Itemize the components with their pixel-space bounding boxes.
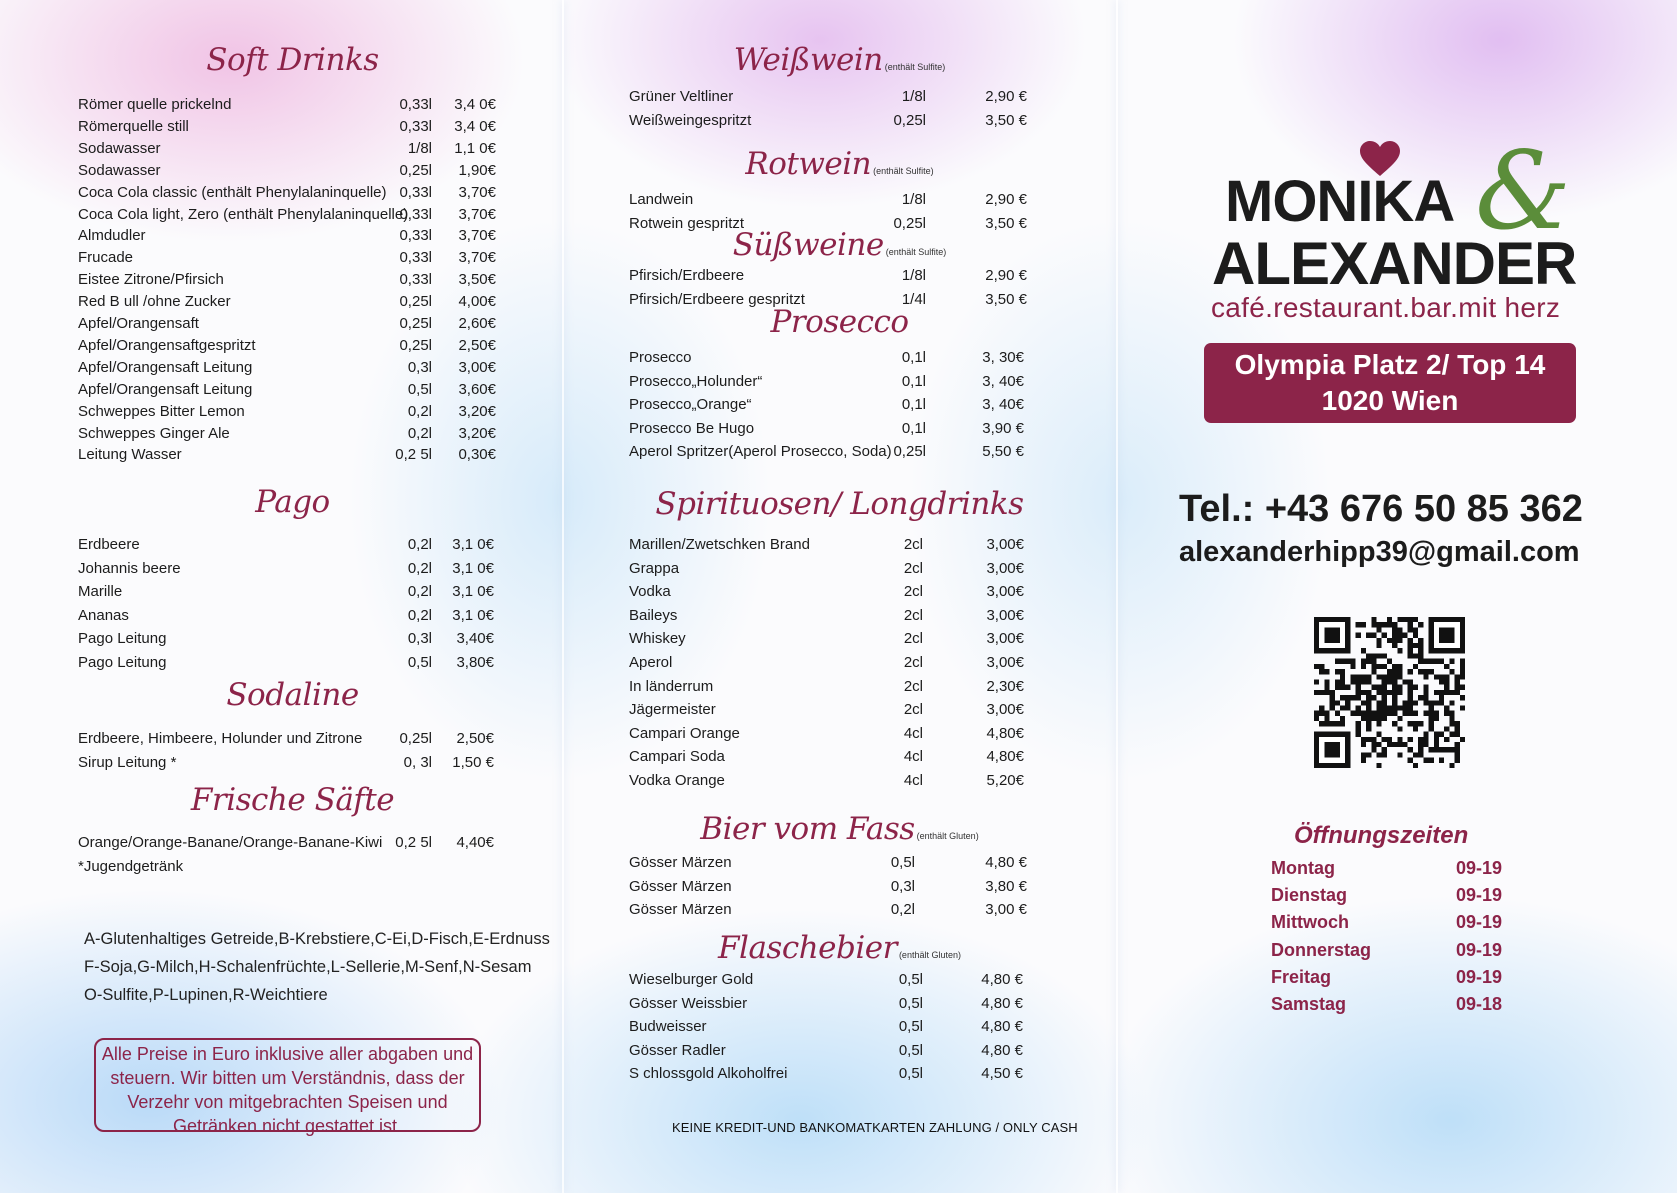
menu-item-quantity: 0,2 5l	[395, 834, 432, 851]
menu-item-row	[78, 605, 494, 627]
menu-item-price: 4,80 €	[981, 1041, 1023, 1059]
menu-item-price: 3,50 €	[985, 290, 1027, 308]
rotwein-note: (enthält Sulfite)	[873, 166, 934, 176]
menu-item-row	[629, 605, 1024, 627]
menu-item-row	[629, 441, 1024, 463]
menu-item-row	[78, 628, 494, 650]
menu-item-quantity: 4cl	[903, 748, 923, 766]
flaschebier-note: (enthält Gluten)	[898, 950, 961, 960]
menu-item-price: 3,90 €	[982, 419, 1024, 437]
menu-item-name: Campari Orange	[629, 724, 740, 742]
menu-item-quantity: 0,5l	[898, 1018, 923, 1036]
section-title-soft-drinks: Soft Drinks	[206, 42, 379, 78]
menu-item-row	[78, 444, 496, 466]
menu-item-price: 3,00€	[986, 654, 1024, 671]
menu-item-price: 3,00€	[986, 559, 1024, 577]
menu-item-name: Erdbeere	[78, 536, 140, 553]
menu-item-row	[629, 899, 1027, 921]
menu-item-row	[629, 86, 1027, 108]
menu-item-price: 3,70€	[458, 183, 496, 201]
menu-item-quantity: 0,3l	[407, 630, 432, 648]
menu-item-row	[629, 110, 1027, 132]
menu-item-price: 3,1 0€	[452, 606, 494, 624]
menu-item-price: 5,20€	[986, 772, 1024, 789]
weisswein-note: (enthält Sulfite)	[884, 62, 946, 72]
menu-item-row	[629, 347, 1024, 369]
menu-item-price: 2,90 €	[985, 267, 1027, 284]
menu-item-name: Sodawasser	[78, 139, 161, 157]
menu-item-row	[78, 832, 494, 854]
allergen-line-3: O-Sulfite,P-Lupinen,R-Weichtiere	[84, 986, 328, 1004]
menu-item-name: Rotwein gespritzt	[629, 214, 745, 232]
menu-item-row	[78, 581, 494, 603]
menu-item-row	[629, 394, 1024, 416]
menu-item-row	[629, 371, 1024, 393]
menu-item-price: 3,20€	[458, 402, 496, 420]
section-title-bier-vom-fass	[562, 811, 1117, 847]
menu-item-row	[78, 116, 496, 138]
menu-item-quantity: 2cl	[903, 630, 923, 648]
menu-item-quantity: 0,33l	[399, 117, 432, 135]
menu-item-name: Aperol	[629, 654, 673, 671]
menu-item-price: 3,00€	[986, 701, 1024, 719]
menu-item-name: Prosecco„Holunder“	[629, 372, 763, 390]
section-title-frische-saefte: Frische Säfte	[190, 782, 395, 818]
menu-item-name: Grappa	[629, 559, 680, 577]
menu-item-price: 3,1 0€	[452, 536, 494, 553]
menu-item-quantity: 0,5l	[898, 971, 923, 988]
menu-item-name: Pago Leitung	[78, 654, 167, 671]
menu-item-price: 3,00€	[986, 536, 1024, 553]
menu-item-row	[78, 247, 496, 269]
menu-item-price: 4,80€	[986, 724, 1024, 742]
menu-item-name: Prosecco Be Hugo	[629, 419, 755, 437]
menu-item-name: Aperol Spritzer(Aperol Prosecco, Soda)	[629, 443, 892, 461]
menu-item-row	[629, 723, 1024, 745]
menu-item-row	[629, 581, 1024, 603]
flaschebier-title: Flaschebier	[718, 930, 897, 966]
hours-time: 09-19	[1456, 858, 1503, 878]
menu-item-quantity: 2cl	[903, 654, 923, 671]
bier-vom-fass-note: (enthält Gluten)	[916, 831, 979, 841]
menu-item-price: 5,50 €	[982, 443, 1024, 461]
menu-item-quantity: 0,5l	[890, 854, 915, 871]
jugendgetraenk-footnote: *Jugendgetränk	[78, 858, 184, 875]
menu-item-row	[78, 534, 494, 556]
weekday: Donnerstag	[1271, 939, 1372, 960]
menu-item-quantity: 0,25l	[399, 730, 432, 747]
brand-name-alexander: ALEXANDER	[1212, 230, 1577, 297]
menu-item-row	[629, 534, 1024, 556]
hours-time: 09-19	[1456, 885, 1503, 906]
menu-item-quantity: 0,3l	[407, 358, 432, 376]
section-title-flaschebier	[562, 930, 1117, 966]
menu-item-name: Red B ull /ohne Zucker	[78, 293, 231, 311]
menu-item-quantity: 0,2l	[407, 424, 432, 442]
suessweine-title: Süßweine	[732, 227, 884, 263]
menu-item-name: Ananas	[78, 606, 129, 624]
menu-item-row	[78, 204, 496, 226]
hours-time: 09-19	[1456, 912, 1503, 933]
menu-item-row	[78, 752, 494, 774]
menu-item-row	[629, 1016, 1023, 1038]
allergen-line-2: F-Soja,G-Milch,H-Schalenfrüchte,L-Sellerie,M-Senf,N-Sesam	[84, 958, 532, 976]
menu-item-row	[629, 876, 1027, 898]
menu-item-quantity: 1/4l	[901, 290, 926, 308]
telephone-number[interactable]: Tel.: +43 676 50 85 362	[1179, 488, 1583, 530]
menu-item-quantity: 0,5l	[407, 654, 432, 671]
menu-item-price: 2,90 €	[985, 88, 1027, 105]
menu-item-name: Weißweingespritzt	[629, 111, 752, 129]
menu-item-price: 3,4 0€	[454, 96, 496, 113]
menu-item-name: Erdbeere, Himbeere, Holunder und Zitrone	[78, 730, 363, 747]
menu-item-quantity: 0,25l	[893, 214, 926, 232]
menu-item-row	[629, 265, 1027, 287]
menu-item-row	[629, 699, 1024, 721]
menu-item-quantity: 2cl	[903, 606, 923, 624]
menu-item-row	[78, 160, 496, 182]
menu-item-name: Eistee Zitrone/Pfirsich	[78, 271, 224, 289]
menu-item-quantity: 0,33l	[399, 205, 432, 223]
menu-item-price: 3,00€	[986, 583, 1024, 601]
menu-item-row	[629, 993, 1023, 1015]
menu-item-row	[78, 225, 496, 247]
address-city: 1020 Wien	[1321, 385, 1459, 416]
menu-item-name: Sirup Leitung *	[78, 753, 177, 771]
menu-item-name: Apfel/Orangensaft	[78, 315, 199, 332]
section-title-rotwein	[562, 146, 1117, 182]
menu-item-name: Prosecco	[629, 349, 692, 366]
menu-item-name: Orange/Orange-Banane/Orange-Banane-Kiwi	[78, 834, 383, 851]
menu-item-row	[78, 94, 496, 116]
menu-item-price: 1,1 0€	[454, 139, 496, 157]
menu-item-price: 3,40€	[456, 630, 494, 648]
menu-item-price: 3,60€	[458, 380, 496, 398]
menu-item-quantity: 4cl	[903, 772, 923, 789]
menu-item-row	[629, 652, 1024, 674]
menu-item-quantity: 2cl	[903, 701, 923, 719]
weekday: Dienstag	[1271, 885, 1348, 906]
allergen-line-1: A-Glutenhaltiges Getreide,B-Krebstiere,C-Ei,D-Fisch,E-Erdnuss	[84, 930, 550, 948]
menu-item-quantity: 0,33l	[399, 227, 432, 245]
menu-item-quantity: 2cl	[903, 677, 923, 695]
menu-item-name: Landwein	[629, 191, 694, 208]
opening-hours-row	[1271, 964, 1521, 991]
menu-item-price: 3,1 0€	[452, 583, 494, 601]
menu-item-price: 1,50 €	[452, 753, 494, 771]
menu-item-quantity: 0,5l	[898, 1041, 923, 1059]
menu-item-row	[629, 189, 1027, 211]
notice-line: Getränken nicht gestattet ist.	[172, 1116, 403, 1136]
section-title-weisswein	[562, 42, 1117, 78]
brand-name-monika: MONIKA	[1225, 169, 1455, 234]
menu-item-price: 3,50€	[458, 271, 496, 289]
menu-item-row	[78, 335, 496, 357]
menu-item-name: Vodka Orange	[629, 772, 725, 789]
menu-item-name: Wieselburger Gold	[629, 971, 754, 988]
menu-item-quantity: 0,33l	[399, 96, 432, 113]
menu-item-name: Pago Leitung	[78, 630, 167, 648]
menu-item-row	[629, 852, 1027, 874]
menu-item-row	[78, 558, 494, 580]
menu-item-price: 4,50 €	[981, 1065, 1023, 1083]
menu-item-quantity: 0,2 5l	[395, 446, 432, 464]
menu-item-quantity: 0,5l	[898, 994, 923, 1012]
menu-item-quantity: 0,3l	[890, 877, 915, 895]
menu-item-name: S chlossgold Alkoholfrei	[629, 1065, 788, 1083]
menu-item-quantity: 0, 3l	[403, 753, 432, 771]
menu-item-name: Gösser Weissbier	[629, 994, 748, 1012]
menu-item-price: 3,50 €	[985, 214, 1027, 232]
menu-item-price: 3,80€	[456, 654, 494, 671]
section-title-pago: Pago	[255, 484, 330, 520]
menu-item-quantity: 0,1l	[901, 396, 926, 414]
menu-item-row	[629, 1040, 1023, 1062]
menu-item-price: 4,80 €	[981, 994, 1023, 1012]
menu-item-quantity: 0,25l	[893, 443, 926, 461]
menu-item-quantity: 2cl	[903, 536, 923, 553]
qr-code-icon[interactable]	[1314, 617, 1465, 768]
menu-item-row	[629, 770, 1024, 792]
rotwein-title: Rotwein	[745, 146, 872, 182]
section-title-sodaline: Sodaline	[226, 677, 359, 713]
opening-hours-row	[1271, 991, 1521, 1018]
menu-item-price: 3,80 €	[985, 877, 1027, 895]
menu-item-price: 4,00€	[458, 293, 496, 311]
menu-item-quantity: 0,33l	[399, 183, 432, 201]
menu-item-quantity: 0,5l	[407, 380, 432, 398]
weekday: Samstag	[1271, 994, 1347, 1014]
menu-item-quantity: 0,2l	[407, 606, 432, 624]
menu-item-quantity: 1/8l	[407, 139, 432, 157]
section-title-spirituosen: Spirituosen/ Longdrinks	[655, 486, 1024, 522]
hours-time: 09-18	[1456, 994, 1503, 1014]
menu-item-name: Almdudler	[78, 227, 146, 245]
menu-item-name: Apfel/Orangensaft Leitung	[78, 358, 253, 376]
menu-item-row	[78, 313, 496, 335]
menu-item-name: Marillen/Zwetschken Brand	[629, 536, 810, 553]
notice-line: Verzehr von mitgebrachten Speisen und	[127, 1092, 448, 1112]
menu-item-price: 3,00€	[986, 630, 1024, 648]
menu-item-price: 4,80 €	[981, 1018, 1023, 1036]
menu-item-row	[78, 379, 496, 401]
opening-hours-row	[1271, 882, 1521, 909]
menu-item-price: 3,1 0€	[452, 559, 494, 577]
menu-item-price: 0,30€	[458, 446, 496, 464]
menu-item-name: Campari Soda	[629, 748, 725, 766]
menu-item-name: Pfirsich/Erdbeere	[629, 267, 745, 284]
menu-item-price: 3,70€	[458, 205, 496, 223]
weekday: Mittwoch	[1271, 912, 1349, 933]
brand-ampersand: &	[1475, 129, 1572, 254]
menu-item-quantity: 0,25l	[399, 293, 432, 311]
menu-item-quantity: 2cl	[903, 583, 923, 601]
menu-item-name: Coca Cola light, Zero (enthält Phenylalaninquelle)	[78, 205, 409, 223]
notice-line: Alle Preise in Euro inklusive aller abgaben und	[101, 1044, 474, 1064]
menu-item-name: Coca Cola classic (enthält Phenylalaninquelle)	[78, 183, 387, 201]
opening-hours-row	[1271, 855, 1521, 882]
brand-tagline: café.restaurant.bar.mit herz	[1211, 292, 1561, 323]
menu-item-price: 3,00€	[458, 358, 496, 376]
hours-time: 09-19	[1456, 939, 1503, 960]
menu-item-row	[78, 401, 496, 423]
menu-item-quantity: 0,33l	[399, 249, 432, 267]
menu-item-quantity: 1/8l	[901, 191, 926, 208]
menu-item-name: Gösser Radler	[629, 1041, 726, 1059]
menu-item-price: 4,40€	[456, 834, 494, 851]
menu-item-row	[78, 728, 494, 750]
menu-item-quantity: 0,25l	[399, 315, 432, 332]
payment-note: KEINE KREDIT-UND BANKOMATKARTEN ZAHLUNG / ONLY CASH	[672, 1120, 1078, 1135]
menu-item-row	[78, 357, 496, 379]
opening-hours-row	[1271, 909, 1521, 936]
menu-item-price: 2,50€	[458, 336, 496, 354]
menu-item-row	[629, 558, 1024, 580]
menu-item-name: Römerquelle still	[78, 117, 189, 135]
menu-item-name: Sodawasser	[78, 161, 161, 179]
menu-item-name: In länderrum	[629, 677, 714, 695]
menu-item-price: 3,70€	[458, 227, 496, 245]
menu-item-quantity: 0,5l	[898, 1065, 923, 1083]
menu-item-row	[629, 289, 1027, 311]
menu-item-quantity: 0,2l	[890, 901, 915, 919]
menu-item-price: 3,20€	[458, 424, 496, 442]
menu-item-row	[629, 213, 1027, 235]
menu-item-name: Whiskey	[629, 630, 686, 648]
menu-item-name: Gösser Märzen	[629, 877, 732, 895]
menu-item-quantity: 0,1l	[901, 349, 926, 366]
weekday: Freitag	[1271, 966, 1332, 987]
menu-item-price: 3, 30€	[982, 349, 1024, 366]
opening-hours-title: Öffnungszeiten	[1294, 822, 1469, 849]
menu-item-price: 2,50€	[456, 730, 494, 747]
menu-item-quantity: 0,25l	[399, 336, 432, 354]
menu-item-price: 4,80 €	[981, 971, 1023, 988]
menu-item-row	[78, 652, 494, 674]
menu-item-price: 2,30€	[986, 677, 1024, 695]
menu-item-name: Schweppes Ginger Ale	[78, 424, 230, 442]
menu-item-row	[629, 418, 1024, 440]
menu-item-name: Prosecco„Orange“	[629, 396, 752, 414]
menu-item-name: Jägermeister	[629, 701, 716, 719]
menu-item-row	[629, 1063, 1023, 1085]
opening-hours-row	[1271, 937, 1521, 964]
menu-item-name: Apfel/Orangensaft Leitung	[78, 380, 253, 398]
menu-item-name: Marille	[78, 583, 123, 601]
menu-item-price: 4,80 €	[985, 854, 1027, 871]
menu-item-price: 3,50 €	[985, 111, 1027, 129]
address-box	[1204, 343, 1576, 423]
menu-item-price: 3,00 €	[985, 901, 1027, 919]
menu-item-row	[78, 423, 496, 445]
hours-time: 09-19	[1456, 966, 1503, 987]
menu-item-price: 4,80€	[986, 748, 1024, 766]
menu-item-name: Baileys	[629, 606, 678, 624]
address-street: Olympia Platz 2/ Top 14	[1234, 349, 1546, 380]
menu-item-row	[78, 138, 496, 160]
menu-item-name: Grüner Veltliner	[629, 88, 734, 105]
menu-item-row	[629, 746, 1024, 768]
weekday: Montag	[1271, 858, 1335, 878]
menu-item-name: Schweppes Bitter Lemon	[78, 402, 245, 420]
menu-item-name: Römer quelle prickelnd	[78, 96, 232, 113]
menu-item-quantity: 0,2l	[407, 402, 432, 420]
menu-item-quantity: 0,2l	[407, 536, 432, 553]
menu-item-price: 3,70€	[458, 249, 496, 267]
menu-item-price: 2,60€	[458, 315, 496, 332]
notice-line: steuern. Wir bitten um Verständnis, dass der	[110, 1068, 465, 1088]
weisswein-title: Weißwein	[733, 42, 883, 78]
menu-item-row	[78, 182, 496, 204]
menu-item-row	[629, 969, 1023, 991]
menu-item-price: 1,90€	[458, 161, 496, 179]
menu-item-quantity: 0,25l	[893, 111, 926, 129]
menu-item-price: 3, 40€	[982, 396, 1024, 414]
menu-item-quantity: 0,25l	[399, 161, 432, 179]
menu-item-name: Frucade	[78, 249, 134, 267]
menu-item-name: Gösser Märzen	[629, 901, 732, 919]
menu-item-price: 3,4 0€	[454, 117, 496, 135]
menu-item-quantity: 0,1l	[901, 372, 926, 390]
menu-item-quantity: 0,2l	[407, 559, 432, 577]
menu-item-name: Pfirsich/Erdbeere gespritzt	[629, 290, 805, 308]
menu-item-quantity: 0,1l	[901, 419, 926, 437]
menu-item-row	[78, 269, 496, 291]
menu-item-quantity: 0,33l	[399, 271, 432, 289]
menu-item-name: Budweisser	[629, 1018, 707, 1036]
bier-vom-fass-title: Bier vom Fass	[700, 811, 915, 847]
menu-item-quantity: 2cl	[903, 559, 923, 577]
menu-item-name: Johannis beere	[78, 559, 181, 577]
menu-item-row	[78, 291, 496, 313]
menu-item-price: 3, 40€	[982, 372, 1024, 390]
menu-item-name: Leitung Wasser	[78, 446, 182, 464]
menu-item-price: 3,00€	[986, 606, 1024, 624]
menu-item-name: Apfel/Orangensaftgespritzt	[78, 336, 256, 354]
menu-item-row	[629, 628, 1024, 650]
menu-item-row	[629, 676, 1024, 698]
menu-item-quantity: 1/8l	[901, 88, 926, 105]
menu-item-name: Gösser Märzen	[629, 854, 732, 871]
menu-item-quantity: 1/8l	[901, 267, 926, 284]
price-notice-box	[94, 1038, 481, 1136]
menu-item-price: 2,90 €	[985, 191, 1027, 208]
menu-item-quantity: 4cl	[903, 724, 923, 742]
email-address[interactable]: alexanderhipp39@gmail.com	[1179, 536, 1580, 568]
menu-item-name: Vodka	[629, 583, 671, 601]
section-title-prosecco: Prosecco	[770, 304, 909, 340]
suessweine-note: (enthält Sulfite)	[885, 247, 947, 257]
menu-item-quantity: 0,2l	[407, 583, 432, 601]
